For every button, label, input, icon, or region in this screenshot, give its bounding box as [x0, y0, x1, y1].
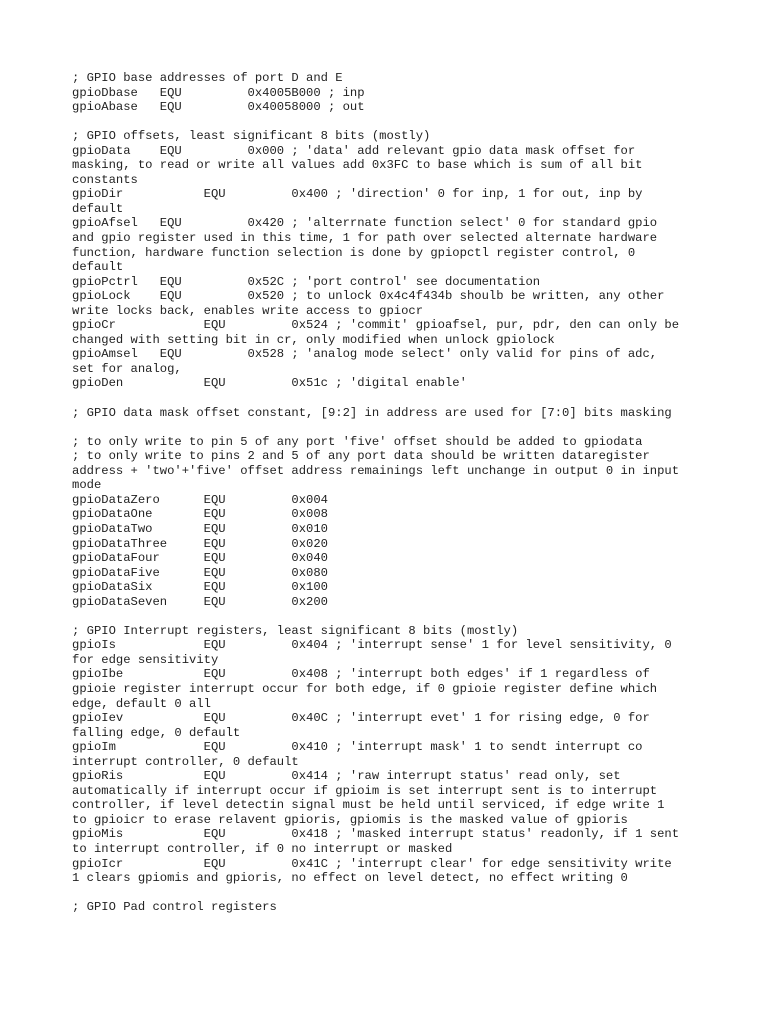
text-line: gpioCr EQU 0x524 ; 'commit' gpioafsel, pur, pdr, den can only be	[72, 318, 680, 333]
text-line: controller, if level detectin signal must be held until serviced, if edge write 1	[72, 798, 665, 813]
text-line: mode	[72, 478, 102, 493]
text-line: ; GPIO Interrupt registers, least significant 8 bits (mostly)	[72, 623, 519, 638]
text-line: to interrupt controller, if 0 no interrupt or masked	[72, 841, 453, 856]
text-line: gpioDataZero EQU 0x004	[72, 492, 328, 507]
text-line: gpioDataFive EQU 0x080	[72, 565, 328, 580]
text-line: gpioDataSix EQU 0x100	[72, 580, 328, 595]
text-line: set for analog,	[72, 361, 182, 376]
text-line: gpioDataOne EQU 0x008	[72, 507, 328, 522]
text-line: gpioDbase EQU 0x4005B000 ; inp	[72, 85, 365, 100]
text-line: gpioie register interrupt occur for both edge, if 0 gpioie register define which	[72, 681, 658, 696]
text-line: ; GPIO base addresses of port D and E	[72, 71, 343, 85]
text-line: gpioPctrl EQU 0x52C ; 'port control' see documentation	[72, 274, 541, 289]
text-line: gpioIcr EQU 0x41C ; 'interrupt clear' for edge sensitivity write	[72, 856, 672, 871]
document-page	[72, 71, 712, 915]
text-line: changed with setting bit in cr, only modified when unlock gpiolock	[72, 332, 555, 347]
blank-line	[72, 609, 712, 624]
text-line: ; to only write to pins 2 and 5 of any port data should be written dataregister	[72, 449, 650, 464]
text-line: gpioAmsel EQU 0x528 ; 'analog mode select' only valid for pins of adc,	[72, 347, 658, 362]
text-line: gpioDataTwo EQU 0x010	[72, 521, 328, 536]
text-line: masking, to read or write all values add 0x3FC to base which is sum of all bit	[72, 158, 643, 173]
text-line: gpioDataThree EQU 0x020	[72, 536, 328, 551]
text-line: gpioDen EQU 0x51c ; 'digital enable'	[72, 376, 467, 391]
text-line: falling edge, 0 default	[72, 725, 241, 740]
text-line: gpioIbe EQU 0x408 ; 'interrupt both edges' if 1 regardless of	[72, 667, 650, 682]
text-line: address + 'two'+'five' offset address remainings left unchange in output 0 in input	[72, 463, 680, 478]
text-line: default	[72, 260, 124, 275]
text-line: interrupt controller, 0 default	[72, 754, 299, 769]
blank-line	[72, 420, 712, 435]
text-line: gpioDir EQU 0x400 ; 'direction' 0 for inp, 1 for out, inp by	[72, 187, 643, 202]
blank-line	[72, 391, 712, 406]
text-line: gpioIm EQU 0x410 ; 'interrupt mask' 1 to sendt interrupt co	[72, 740, 643, 755]
text-line: gpioAbase EQU 0x40058000 ; out	[72, 100, 365, 115]
text-line: gpioRis EQU 0x414 ; 'raw interrupt status' read only, set	[72, 769, 621, 784]
text-line: ; to only write to pin 5 of any port 'five' offset should be added to gpiodata	[72, 434, 643, 449]
text-line: 1 clears gpiomis and gpioris, no effect on level detect, no effect writing 0	[72, 871, 628, 886]
text-line: gpioData EQU 0x000 ; 'data' add relevant gpio data mask offset for	[72, 143, 636, 158]
text-line: edge, default 0 all	[72, 696, 211, 711]
text-line: gpioAfsel EQU 0x420 ; 'alterrnate function select' 0 for standard gpio	[72, 216, 658, 231]
text-line: gpioMis EQU 0x418 ; 'masked interrupt status' readonly, if 1 sent	[72, 827, 680, 842]
text-line: for edge sensitivity	[72, 652, 219, 667]
text-line: ; GPIO Pad control registers	[72, 900, 277, 915]
text-line: default	[72, 201, 124, 216]
text-line: gpioIs EQU 0x404 ; 'interrupt sense' 1 for level sensitivity, 0	[72, 638, 672, 653]
text-line: gpioIev EQU 0x40C ; 'interrupt evet' 1 for rising edge, 0 for	[72, 711, 650, 726]
text-line: gpioDataFour EQU 0x040	[72, 551, 328, 566]
text-line: constants	[72, 172, 138, 187]
text-line: automatically if interrupt occur if gpioim is set interrupt sent is to interrupt	[72, 783, 658, 798]
blank-line	[72, 886, 712, 901]
text-line: to gpioicr to erase relavent gpioris, gpiomis is the masked value of gpioris	[72, 812, 628, 827]
text-line: and gpio register used in this time, 1 for path over selected alternate hardware	[72, 231, 658, 246]
text-line: ; GPIO data mask offset constant, [9:2] in address are used for [7:0] bits masking	[72, 405, 672, 420]
text-line: ; GPIO offsets, least significant 8 bits (mostly)	[72, 129, 431, 144]
text-line: gpioLock EQU 0x520 ; to unlock 0x4c4f434b shoulb be written, any other	[72, 289, 665, 304]
text-line: function, hardware function selection is done by gpiopctl register control, 0	[72, 245, 636, 260]
text-line: write locks back, enables write access to gpiocr	[72, 303, 424, 318]
blank-line	[72, 115, 712, 130]
text-line: gpioDataSeven EQU 0x200	[72, 594, 328, 609]
